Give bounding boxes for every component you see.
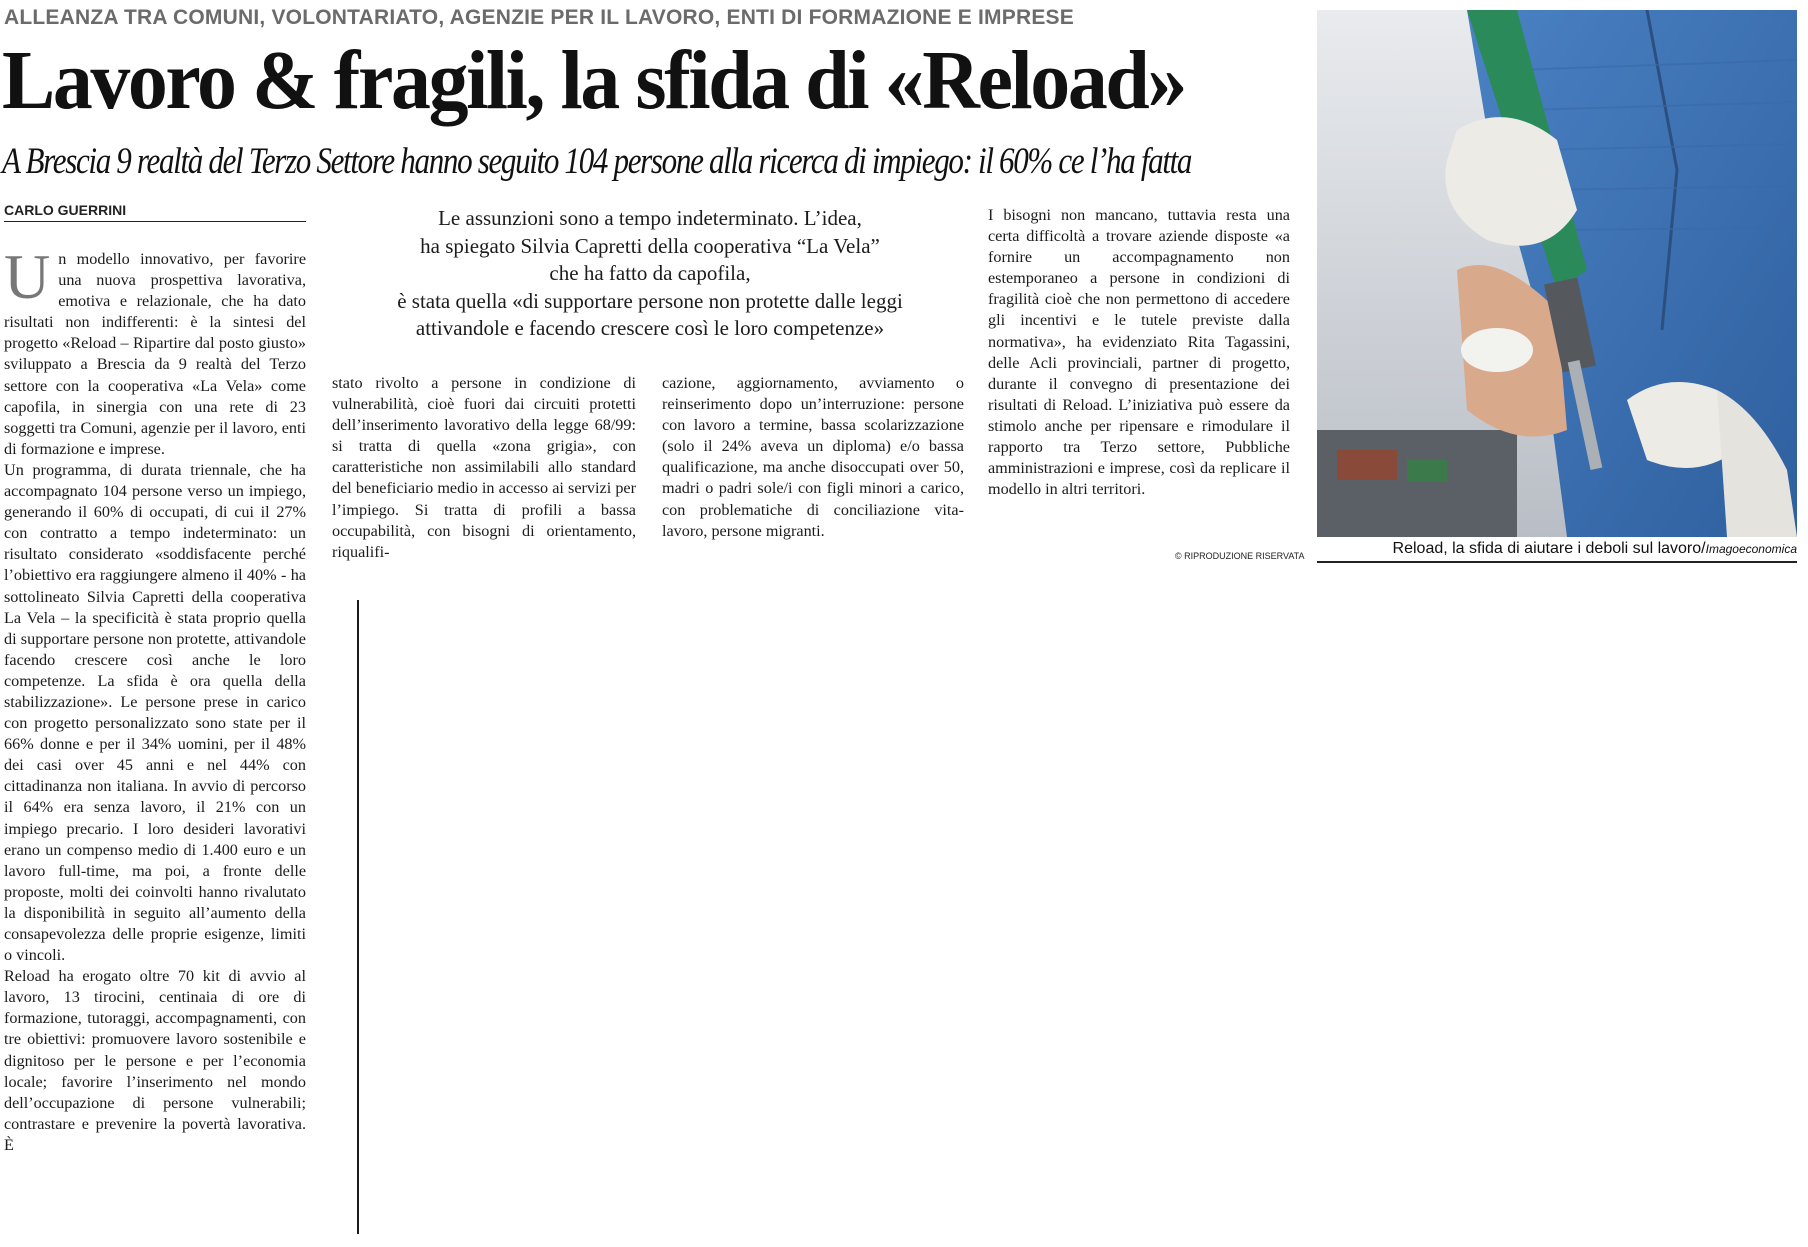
paragraph: n modello innovativo, per favorire una nuova prospettiva lavorativa, emotiva e relazionale, che ha dato risultati non indifferenti: è la sintesi del progetto «Reload – Ripartire dal posto giusto» sviluppato a Brescia da 9 realtà del Terzo settore con la cooperativa «La Vela» come capofila, in sinergia con una rete di 23 soggetti tra Comuni, agenzie per il lavoro, enti di formazione e imprese. (4, 250, 306, 458)
caption-text: Reload, la sfida di aiutare i deboli sul lavoro/ (1392, 540, 1706, 557)
paragraph: Un programma, di durata triennale, che ha accompagnato 104 persone verso un impiego, generando il 60% di occupati, di cui il 27% con contratto a tempo indeterminato: un risultato considerato «soddisfacente perché l’obiettivo era raggiungere almeno il 40% - ha sottolineato Silvia Capretti della cooperativa La Vela – la specificità è stata proprio quella di supportare persone non protette, attivandole facendo crescere così anche le loro competenze. La sfida è ora quella della stabilizzazione». Le persone prese in carico con progetto personalizzato sono state per il 66% donne e per il 34% uomini, per il 48% dei casi over 45 anni e nel 44% con cittadinanza non italiana. In avvio di percorso il 64% era senza lavoro, il 21% con un impiego precario. I loro desideri lavorativi erano un compenso medio di 1.400 euro e un lavoro full-time, ma poi, a fronte delle proposte, molti dei coinvolti hanno rivalutato la disponibilità in seguito all’aumento della consapevolezza delle proprie esigenze, limiti o vincoli. (4, 460, 306, 965)
paragraph: stato rivolto a persone in condizione di vulnerabilità, cioè fuori dai circuiti protetti dell’inserimento lavorativo della legge 68/99: si tratta di quella «zona grigia», con caratteristiche non assimilabili allo standard del beneficiario medio in accesso ai servizi per l’impiego. Si tratta di profili a bassa occupabilità, con bisogni di orientamento, riqualifi- (332, 374, 636, 561)
photo-credit: Imagoeconomica (1705, 542, 1797, 556)
byline: CARLO GUERRINI (4, 202, 306, 222)
paragraph: cazione, aggiornamento, avviamento o reinserimento dopo un’interruzione: persone con lavoro a termine, bassa scolarizzazione (solo il 24% aveva un diploma) e/o bassa qualificazione, ma anche disoccupati over 50, madri o padri sole/i con figli minori a carico, con problematiche di conciliazione vita-lavoro, persone migranti. (662, 374, 964, 540)
paragraph: Reload ha erogato oltre 70 kit di avvio al lavoro, 13 tirocini, centinaia di ore di formazione, tutoraggi, accompagnamenti, con tre obiettivi: promuovere lavoro sostenibile e dignitoso per le persone e per l’economia locale; favorire l’inserimento nel mondo dell’occupazione di persone vulnerabili; contrastare e prevenire la povertà lavorativa. È (4, 967, 306, 1154)
deck-subtitle: A Brescia 9 realtà del Terzo Settore hanno seguito 104 persone alla ricerca di impiego: il 60% ce l’ha fatta (2, 141, 1192, 182)
article-column-2 (332, 373, 636, 563)
kicker: ALLEANZA TRA COMUNI, VOLONTARIATO, AGENZIE PER IL LAVORO, ENTI DI FORMAZIONE E IMPRESE (4, 6, 1074, 29)
worker-with-drill-illustration (1317, 10, 1797, 537)
column-divider (357, 600, 359, 1234)
article-column-1 (4, 249, 306, 1239)
pull-quote-line: ha spiegato Silvia Capretti della cooperativa “La Vela” (420, 233, 880, 258)
article-column-3 (662, 373, 964, 542)
pull-quote (340, 205, 960, 343)
pull-quote-line: attivandole e facendo crescere così le loro competenze» (415, 316, 885, 340)
pull-quote-line: Le assunzioni sono a tempo indeterminato. L’idea, (438, 206, 862, 230)
paragraph: I bisogni non mancano, tuttavia resta una certa difficoltà a trovare aziende disposte «a fornire un accompagnamento non estemporaneo a persone in condizioni di fragilità cioè che non permettono di accedere gli incentivi e le tutele previste dalla normativa», ha evidenziato Rita Tagassini, delle Acli provinciali, partner di progetto, durante il convegno di presentazione dei risultati di Reload. L’iniziativa può essere da stimolo anche per ripensare e rimodulare il rapporto tra Terzo settore, Pubbliche amministrazioni e imprese, così da replicare il modello in altri territori. (988, 206, 1290, 499)
headline: Lavoro & fragili, la sfida di «Reload» (2, 34, 1185, 127)
pull-quote-line: che ha fatto da capofila, (549, 261, 751, 285)
pull-quote-line: è stata quella «di supportare persone non protette dalle leggi (397, 288, 903, 313)
photo-caption (1317, 540, 1797, 563)
article-column-4 (988, 205, 1290, 500)
article-photo (1317, 10, 1797, 537)
copyright-notice: © RIPRODUZIONE RISERVATA (1175, 551, 1305, 561)
drop-cap: U (4, 249, 51, 312)
